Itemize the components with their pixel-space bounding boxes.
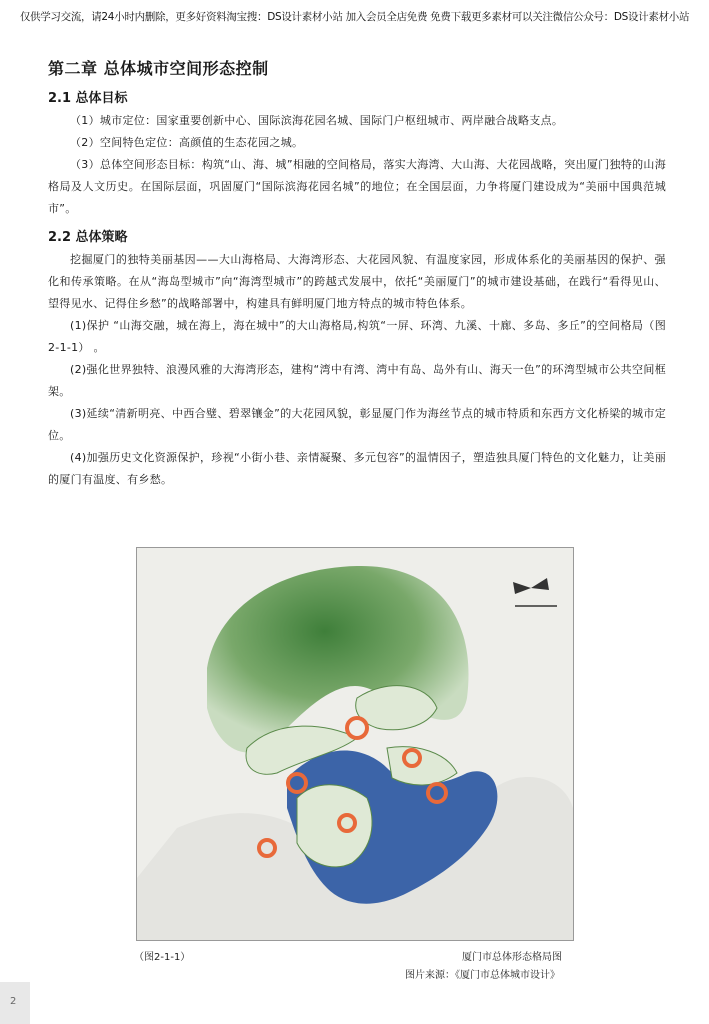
- document-body: [48, 56, 666, 491]
- paragraph: (4)加强历史文化资源保护，珍视“小街小巷、亲情凝聚、多元包容”的温情因子，塑造独具厦门特色的文化魅力，让美丽的厦门有温度、有乡愁。: [48, 451, 666, 486]
- figure-label: （图2-1-1）: [134, 952, 191, 963]
- paragraph: （3）总体空间形态目标：构筑“山、海、城”相融的空间格局，落实大海湾、大山海、大花园战略，突出厦门独特的山海格局及人文历史。在国际层面，巩固厦门“国际滨海花园名城”的地位；在全国层面，力争将厦门建设成为“美丽中国典范城市”。: [48, 158, 666, 215]
- paragraph: （1）城市定位：国家重要创新中心、国际滨海花园名城、国际门户枢纽城市、两岸融合战略支点。: [70, 114, 564, 127]
- paragraph: (1)保护 “山海交融，城在海上，海在城中”的大山海格局,构筑“一屏、环湾、九溪、十廊、多岛、多丘”的空间格局（图2-1-1） 。: [48, 319, 666, 354]
- paragraph: (3)延续“清新明亮、中西合璧、碧翠镶金”的大花园风貌，彰显厦门作为海丝节点的城市特质和东西方文化桥梁的城市定位。: [48, 407, 666, 442]
- paragraph: （2）空间特色定位：高颜值的生态花园之城。: [70, 136, 304, 149]
- paragraph: 挖掘厦门的独特美丽基因——大山海格局、大海湾形态、大花园风貌、有温度家园，形成体系化的美丽基因的保护、强化和传承策略。在从“海岛型城市”向“海湾型城市”的跨越式发展中，依托“美丽厦门”的城市建设基础，在践行“看得见山、望得见水、记得住乡愁”的战略部署中，构建具有鲜明厦门地方特点的城市特色体系。: [48, 253, 666, 310]
- top-banner: 仅供学习交流，请24小时内删除，更多好资料淘宝搜：DS设计素材小站 加入会员全店免费 免费下载更多素材可以关注微信公众号：DS设计素材小站: [0, 0, 709, 34]
- figure-title: 厦门市总体形态格局图: [462, 952, 562, 963]
- section-heading: 2.1 总体目标: [48, 91, 128, 106]
- map-illustration: [137, 548, 573, 940]
- xiamen-island: [297, 785, 372, 867]
- paragraph: (2)强化世界独特、浪漫风雅的大海湾形态，建构“湾中有湾、湾中有岛、岛外有山、海天一色”的环湾型城市公共空间框架。: [48, 363, 666, 398]
- section-heading: 2.2 总体策略: [48, 230, 128, 245]
- figure-source: 图片来源：《厦门市总体城市设计》: [405, 970, 560, 981]
- city-form-map: [136, 547, 574, 941]
- page-number: 2: [10, 996, 17, 1007]
- chapter-title: 第二章 总体城市空间形态控制: [48, 59, 269, 78]
